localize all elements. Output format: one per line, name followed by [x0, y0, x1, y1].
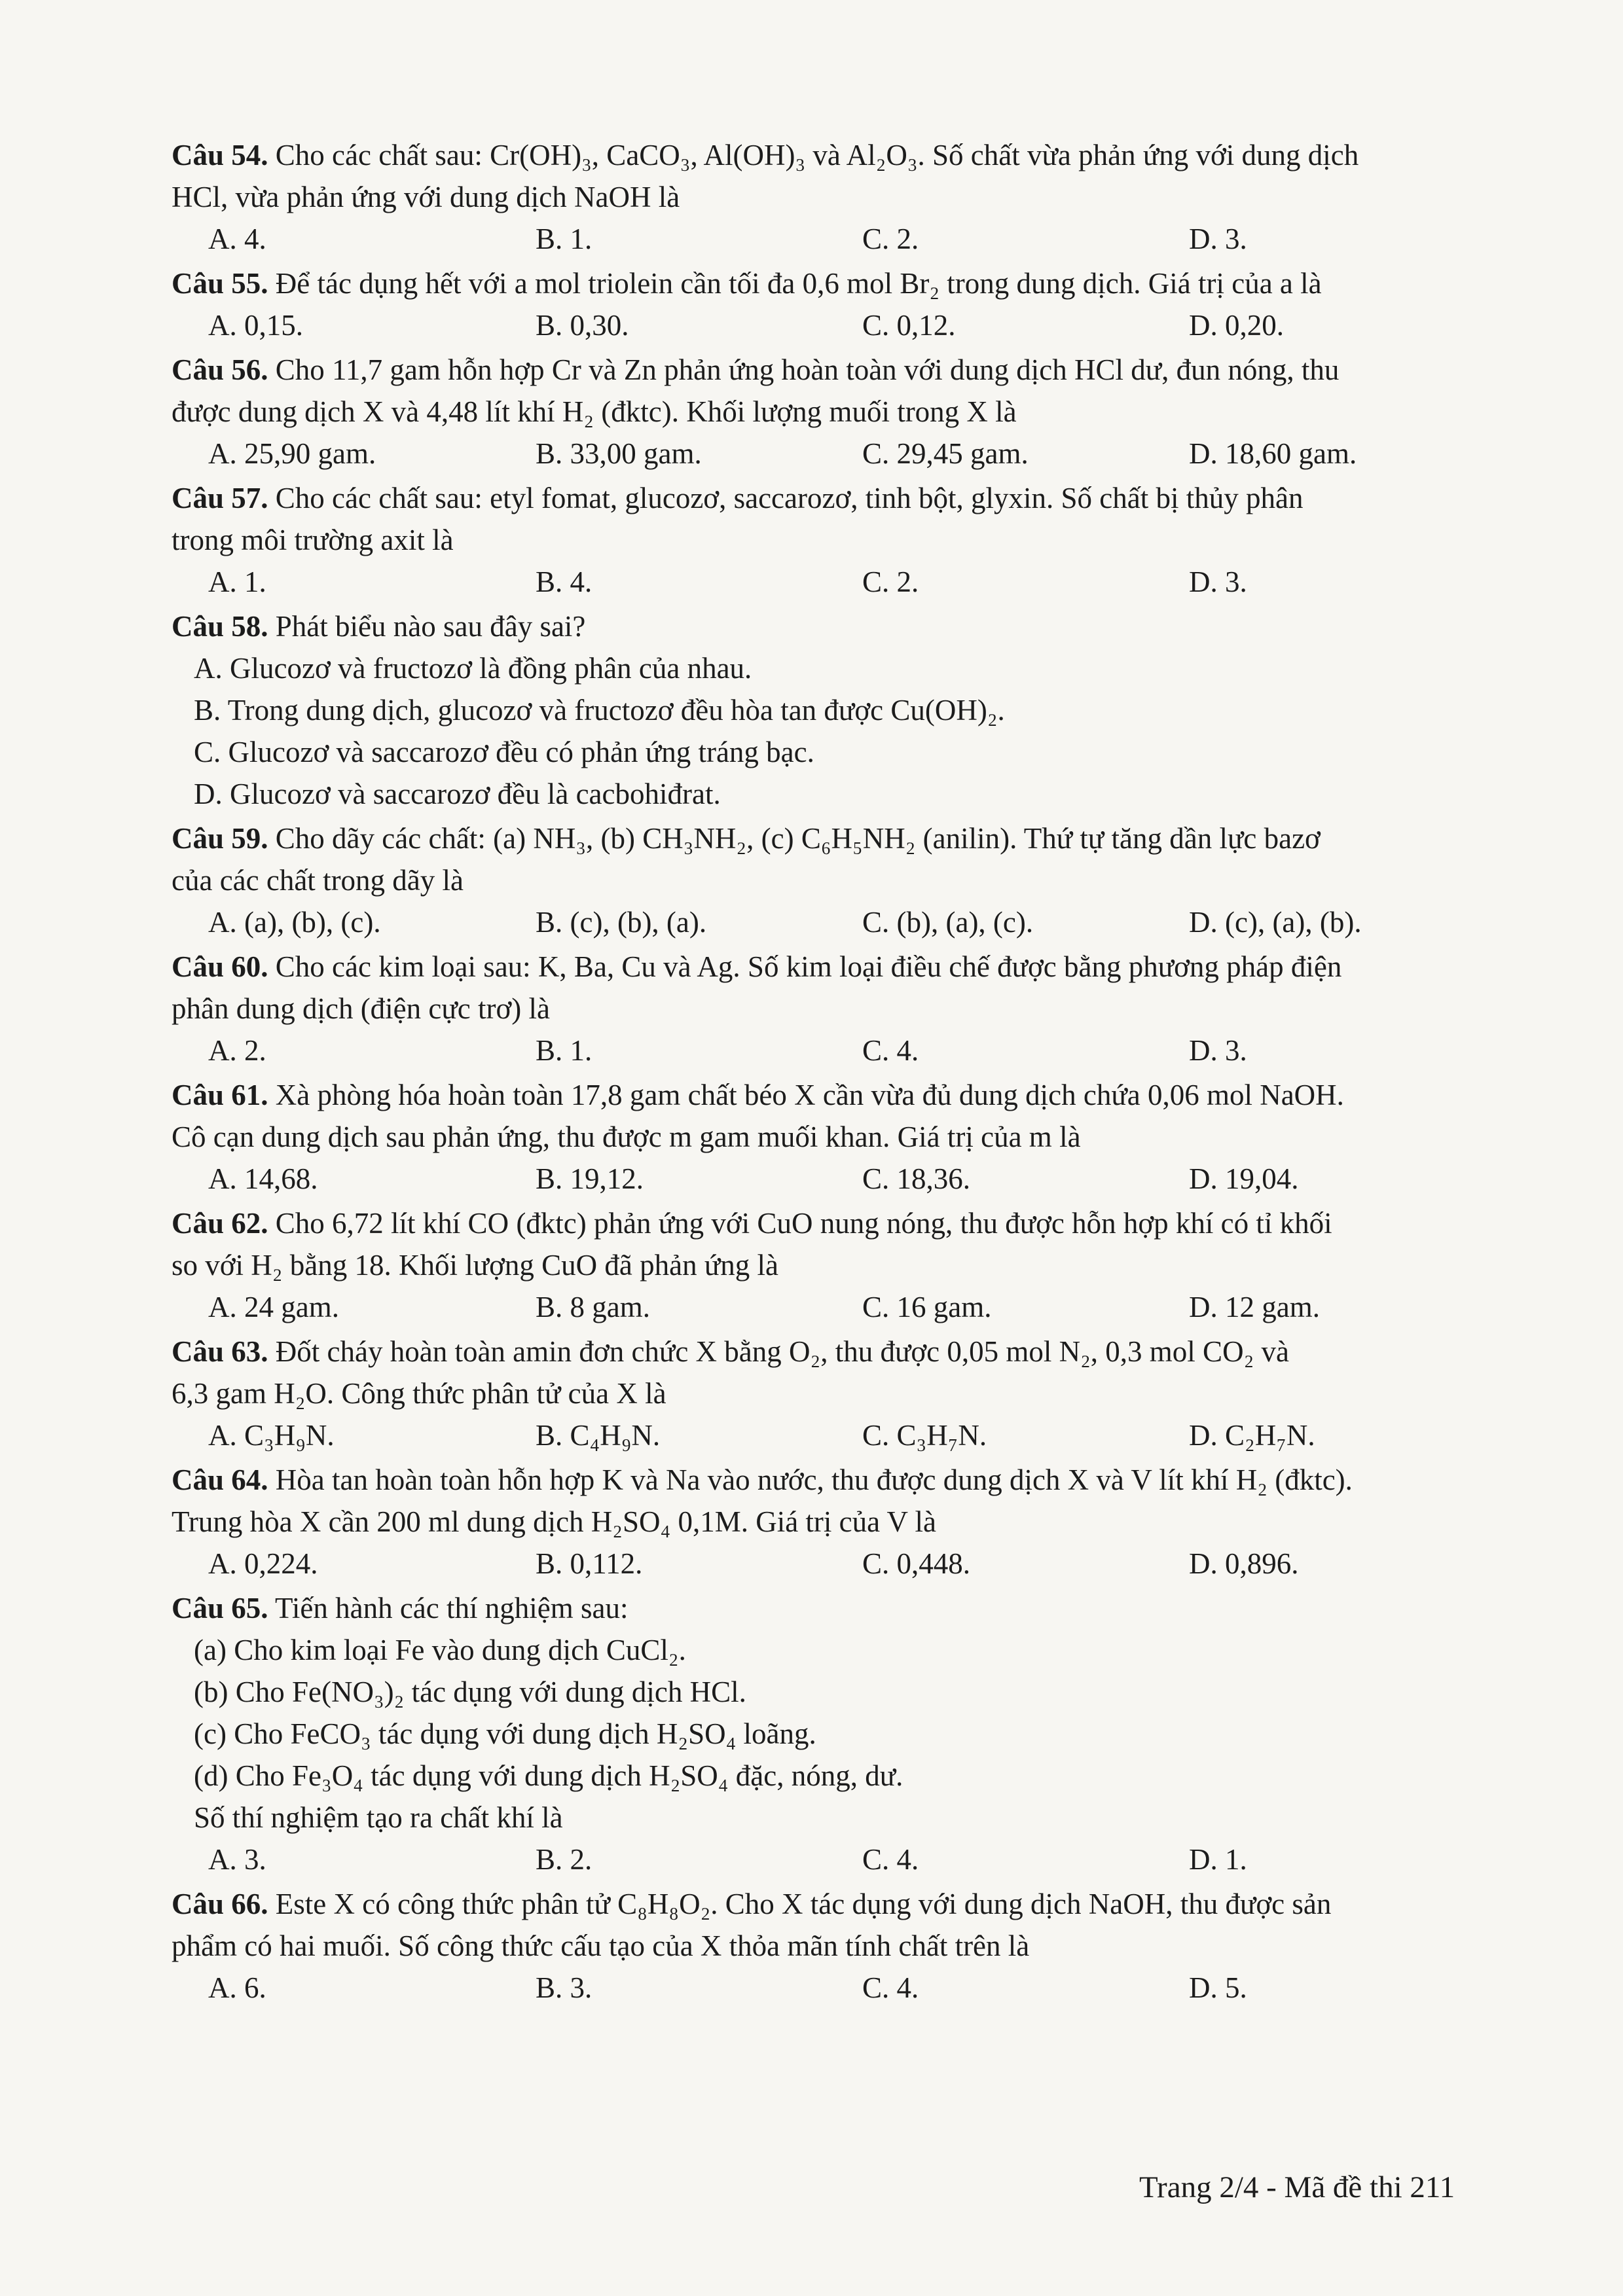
question-prompt — [172, 1797, 1491, 1839]
statement-text: Cho kim loại Fe vào dung dịch CuCl₂. — [234, 1634, 686, 1666]
option-d — [1189, 1158, 1299, 1200]
option-letter: B. — [194, 694, 221, 726]
question-text-line — [172, 1925, 1491, 1967]
option-d — [1189, 561, 1247, 603]
experiment-a — [172, 1629, 1491, 1671]
option-d — [1189, 1414, 1315, 1456]
statement-b — [172, 689, 1491, 731]
question-text-line — [172, 391, 1491, 433]
option-letter: B. — [536, 1843, 563, 1876]
option-letter: A. — [208, 223, 237, 255]
question-text-line — [172, 477, 1491, 519]
question-text-line — [172, 519, 1491, 561]
question-text: phân dung dịch (điện cực trơ) là — [172, 992, 550, 1025]
option-letter: B. — [536, 1419, 563, 1452]
option-text: 1. — [570, 1034, 593, 1067]
option-text: 29,45 gam. — [896, 437, 1029, 470]
option-text: 0,896. — [1225, 1547, 1299, 1580]
question-text: được dung dịch X và 4,48 lít khí H₂ (đktc). Khối lượng muối trong X là — [172, 395, 1017, 428]
option-c — [862, 304, 956, 346]
option-b — [536, 1158, 644, 1200]
option-text: 1. — [244, 565, 266, 598]
option-text: 4. — [896, 1971, 919, 2004]
option-d — [1189, 1286, 1320, 1328]
option-letter: D. — [1189, 223, 1218, 255]
option-letter: C. — [862, 1291, 890, 1323]
question-text: HCl, vừa phản ứng với dung dịch NaOH là — [172, 181, 680, 213]
option-b — [536, 1543, 642, 1585]
question-text: Cho 6,72 lít khí CO (đktc) phản ứng với CuO nung nóng, thu được hỗn hợp khí có tỉ khối — [275, 1207, 1332, 1240]
answer-options — [172, 901, 1491, 943]
option-a — [208, 1286, 339, 1328]
question-text-line — [172, 1501, 1491, 1543]
option-a — [208, 218, 266, 260]
option-text: 0,224. — [244, 1547, 318, 1580]
option-c — [862, 901, 1033, 943]
option-c — [862, 1158, 970, 1200]
option-text: 18,60 gam. — [1225, 437, 1357, 470]
question-label: Câu 63. — [172, 1335, 268, 1368]
option-text: 0,20. — [1225, 309, 1284, 342]
question-text-line — [172, 1244, 1491, 1286]
option-letter: B. — [536, 1162, 563, 1195]
option-letter: C. — [862, 1419, 890, 1452]
question-text: Cho dãy các chất: (a) NH₃, (b) CH₃NH₂, (c) C₆H₅NH₂ (anilin). Thứ tự tăng dần lực bazơ — [275, 822, 1321, 855]
option-letter: B. — [536, 1547, 563, 1580]
question-label: Câu 60. — [172, 950, 268, 983]
question-54 — [172, 134, 1491, 260]
statement-text: Cho Fe₃O₄ tác dụng với dung dịch H₂SO₄ đặc, nóng, dư. — [235, 1759, 903, 1792]
option-text: 19,12. — [570, 1162, 644, 1195]
question-text: Cô cạn dung dịch sau phản ứng, thu được m gam muối khan. Giá trị của m là — [172, 1121, 1081, 1153]
option-text: 6. — [244, 1971, 266, 2004]
option-letter: C. — [862, 223, 890, 255]
option-text: 3. — [1225, 565, 1247, 598]
option-letter: C. — [862, 1547, 890, 1580]
page-footer: Trang 2/4 - Mã đề thi 211 — [1139, 2170, 1455, 2204]
option-letter: D. — [1189, 309, 1218, 342]
question-text-line — [172, 176, 1491, 218]
option-text: 3. — [1225, 1034, 1247, 1067]
question-text: Cho các chất sau: Cr(OH)₃, CaCO₃, Al(OH)₃ và Al₂O₃. Số chất vừa phản ứng với dung dịch — [275, 139, 1359, 171]
option-text: 0,12. — [896, 309, 956, 342]
question-label: Câu 65. — [172, 1592, 268, 1624]
option-c — [862, 1414, 987, 1456]
question-text-line — [172, 262, 1491, 304]
option-c — [862, 1286, 992, 1328]
statement-text: Glucozơ và fructozơ là đồng phân của nhau. — [230, 652, 752, 685]
option-letter: C. — [862, 1162, 890, 1195]
question-text: Este X có công thức phân tử C₈H₈O₂. Cho X tác dụng với dung dịch NaOH, thu được sản — [275, 1888, 1332, 1920]
option-letter: D. — [1189, 1547, 1218, 1580]
question-text: 6,3 gam H₂O. Công thức phân tử của X là — [172, 1377, 666, 1410]
question-text: Trung hòa X cần 200 ml dung dịch H₂SO₄ 0,1M. Giá trị của V là — [172, 1505, 936, 1538]
option-d — [1189, 901, 1362, 943]
experiment-d — [172, 1755, 1491, 1797]
statement-a — [172, 647, 1491, 689]
option-text: 4. — [896, 1034, 919, 1067]
option-a — [208, 1414, 335, 1456]
option-text: 0,30. — [570, 309, 629, 342]
option-b — [536, 1967, 592, 2009]
option-text: 2. — [896, 565, 919, 598]
option-b — [536, 1286, 650, 1328]
question-label: Câu 57. — [172, 482, 268, 514]
question-text-line — [172, 1074, 1491, 1116]
question-58 — [172, 605, 1491, 815]
option-letter: A. — [208, 1034, 237, 1067]
statement-text: Cho Fe(NO₃)₂ tác dụng với dung dịch HCl. — [235, 1676, 746, 1708]
question-label: Câu 62. — [172, 1207, 268, 1240]
option-a — [208, 1158, 318, 1200]
option-a — [208, 1543, 318, 1585]
option-c — [862, 218, 919, 260]
option-text: 4. — [244, 223, 266, 255]
option-letter: A. — [208, 1547, 237, 1580]
question-text: Cho 11,7 gam hỗn hợp Cr và Zn phản ứng hoàn toàn với dung dịch HCl dư, đun nóng, thu — [275, 353, 1340, 386]
option-letter: C. — [862, 1034, 890, 1067]
answer-options — [172, 433, 1491, 475]
option-c — [862, 561, 919, 603]
option-text: 24 gam. — [244, 1291, 339, 1323]
exam-page — [172, 134, 1491, 2009]
option-a — [208, 433, 376, 475]
option-text: 2. — [570, 1843, 593, 1876]
option-letter: D. — [1189, 565, 1218, 598]
option-text: 8 gam. — [570, 1291, 650, 1323]
option-letter: B. — [536, 565, 563, 598]
option-text: 19,04. — [1225, 1162, 1299, 1195]
option-a — [208, 561, 266, 603]
question-text: Hòa tan hoàn toàn hỗn hợp K và Na vào nước, thu được dung dịch X và V lít khí H₂ (đktc). — [275, 1463, 1353, 1496]
question-59 — [172, 817, 1491, 943]
option-letter: D. — [194, 778, 223, 810]
option-a — [208, 1030, 266, 1071]
question-label: Câu 66. — [172, 1888, 268, 1920]
option-text: 12 gam. — [1225, 1291, 1320, 1323]
option-letter: A. — [208, 1971, 237, 2004]
option-letter: A. — [208, 906, 237, 939]
option-letter: B. — [536, 437, 563, 470]
question-label: Câu 64. — [172, 1463, 268, 1496]
option-d — [1189, 1030, 1247, 1071]
option-letter: B. — [536, 906, 563, 939]
option-text: 18,36. — [896, 1162, 971, 1195]
option-text: 0,112. — [570, 1547, 643, 1580]
option-c — [862, 1839, 919, 1880]
option-letter: B. — [536, 1291, 563, 1323]
statement-c — [172, 731, 1491, 773]
option-text: C₂H₇N. — [1225, 1419, 1315, 1452]
option-letter: A. — [208, 309, 237, 342]
question-text-line — [172, 1202, 1491, 1244]
question-label: Câu 56. — [172, 353, 268, 386]
question-text-line — [172, 817, 1491, 859]
option-text: 5. — [1225, 1971, 1247, 2004]
question-60 — [172, 946, 1491, 1071]
answer-options — [172, 304, 1491, 346]
option-letter: C. — [862, 437, 890, 470]
option-text: 14,68. — [244, 1162, 318, 1195]
question-label: Câu 55. — [172, 267, 268, 300]
option-letter: C. — [862, 1971, 890, 2004]
option-c — [862, 1543, 970, 1585]
option-text: 2. — [244, 1034, 266, 1067]
question-65 — [172, 1587, 1491, 1880]
option-b — [536, 1839, 592, 1880]
option-b — [536, 433, 702, 475]
question-text-line — [172, 859, 1491, 901]
option-b — [536, 901, 706, 943]
question-66 — [172, 1883, 1491, 2009]
question-57 — [172, 477, 1491, 603]
question-text: Cho các chất sau: etyl fomat, glucozơ, saccarozơ, tinh bột, glyxin. Số chất bị thủy phân — [275, 482, 1304, 514]
option-text: 0,15. — [244, 309, 303, 342]
option-text: (a), (b), (c). — [244, 906, 381, 939]
question-text-line — [172, 1331, 1491, 1372]
question-label: Câu 59. — [172, 822, 268, 855]
question-text: trong môi trường axit là — [172, 524, 454, 556]
option-text: 1. — [1225, 1843, 1247, 1876]
option-letter: A. — [208, 1162, 237, 1195]
question-63 — [172, 1331, 1491, 1456]
question-text: Tiến hành các thí nghiệm sau: — [274, 1592, 629, 1624]
answer-options — [172, 1414, 1491, 1456]
question-text-line — [172, 134, 1491, 176]
question-56 — [172, 349, 1491, 475]
option-d — [1189, 1543, 1299, 1585]
statement-marker: (c) — [194, 1717, 227, 1750]
option-letter: D. — [1189, 1843, 1218, 1876]
option-letter: D. — [1189, 906, 1218, 939]
question-64 — [172, 1459, 1491, 1585]
option-d — [1189, 1839, 1247, 1880]
experiment-b — [172, 1671, 1491, 1713]
statement-marker: (b) — [194, 1676, 228, 1708]
question-text-line — [172, 1459, 1491, 1501]
option-c — [862, 1030, 919, 1071]
option-letter: C. — [862, 565, 890, 598]
answer-options — [172, 1158, 1491, 1200]
option-b — [536, 1414, 660, 1456]
answer-options — [172, 1286, 1491, 1328]
option-text: (b), (a), (c). — [896, 906, 1034, 939]
answer-options — [172, 561, 1491, 603]
option-letter: C. — [862, 309, 890, 342]
question-text: Cho các kim loại sau: K, Ba, Cu và Ag. Số kim loại điều chế được bằng phương pháp điện — [275, 950, 1342, 983]
option-a — [208, 304, 303, 346]
option-text: 3. — [570, 1971, 593, 2004]
option-b — [536, 304, 629, 346]
option-text: 4. — [896, 1843, 919, 1876]
option-letter: A. — [194, 652, 223, 685]
option-text: 3. — [1225, 223, 1247, 255]
option-letter: A. — [208, 1291, 237, 1323]
option-text: 33,00 gam. — [570, 437, 702, 470]
answer-options — [172, 218, 1491, 260]
option-a — [208, 1967, 266, 2009]
option-d — [1189, 304, 1284, 346]
statement-text: Trong dung dịch, glucozơ và fructozơ đều hòa tan được Cu(OH)₂. — [227, 694, 1005, 726]
option-letter: C. — [862, 906, 890, 939]
option-letter: A. — [208, 565, 237, 598]
option-text: 2. — [896, 223, 919, 255]
answer-options — [172, 1839, 1491, 1880]
question-text: Để tác dụng hết với a mol triolein cần tối đa 0,6 mol Br₂ trong dung dịch. Giá trị của a là — [275, 267, 1322, 300]
option-text: 1. — [570, 223, 593, 255]
option-text: 0,448. — [896, 1547, 971, 1580]
option-letter: B. — [536, 223, 563, 255]
option-c — [862, 1967, 919, 2009]
question-text: của các chất trong dãy là — [172, 864, 464, 897]
option-a — [208, 901, 381, 943]
question-text-line — [172, 1372, 1491, 1414]
option-d — [1189, 433, 1357, 475]
statement-text: Số thí nghiệm tạo ra chất khí là — [194, 1801, 563, 1834]
question-62 — [172, 1202, 1491, 1328]
option-b — [536, 1030, 592, 1071]
statement-text: Cho FeCO₃ tác dụng với dung dịch H₂SO₄ loãng. — [234, 1717, 816, 1750]
option-text: 4. — [570, 565, 593, 598]
statement-d — [172, 773, 1491, 815]
answer-options — [172, 1543, 1491, 1585]
option-text: C₃H₉N. — [244, 1419, 335, 1452]
question-text-line — [172, 1883, 1491, 1925]
statement-text: Glucozơ và saccarozơ đều có phản ứng tráng bạc. — [228, 736, 814, 768]
question-text: Đốt cháy hoàn toàn amin đơn chức X bằng O₂, thu được 0,05 mol N₂, 0,3 mol CO₂ và — [275, 1335, 1289, 1368]
option-letter: D. — [1189, 1162, 1218, 1195]
statement-text: Glucozơ và saccarozơ đều là cacbohiđrat. — [230, 778, 721, 810]
option-a — [208, 1839, 266, 1880]
option-text: (c), (a), (b). — [1225, 906, 1362, 939]
question-text-line — [172, 946, 1491, 988]
option-b — [536, 218, 592, 260]
option-letter: A. — [208, 437, 237, 470]
option-text: 3. — [244, 1843, 266, 1876]
option-text: 16 gam. — [896, 1291, 992, 1323]
option-letter: A. — [208, 1419, 237, 1452]
question-text-line — [172, 605, 1491, 647]
option-d — [1189, 218, 1247, 260]
question-text: Phát biểu nào sau đây sai? — [275, 610, 586, 643]
option-d — [1189, 1967, 1247, 2009]
option-letter: D. — [1189, 1034, 1218, 1067]
option-b — [536, 561, 592, 603]
option-letter: A. — [208, 1843, 237, 1876]
option-letter: D. — [1189, 1419, 1218, 1452]
question-text: Xà phòng hóa hoàn toàn 17,8 gam chất béo X cần vừa đủ dung dịch chứa 0,06 mol NaOH. — [275, 1079, 1344, 1111]
option-letter: C. — [194, 736, 221, 768]
question-label: Câu 54. — [172, 139, 268, 171]
question-text: phẩm có hai muối. Số công thức cấu tạo của X thỏa mãn tính chất trên là — [172, 1929, 1030, 1962]
option-text: C₄H₉N. — [570, 1419, 661, 1452]
option-letter: B. — [536, 309, 563, 342]
question-55 — [172, 262, 1491, 346]
question-text-line — [172, 1587, 1491, 1629]
question-text-line — [172, 349, 1491, 391]
answer-options — [172, 1030, 1491, 1071]
experiment-c — [172, 1713, 1491, 1755]
question-text-line — [172, 1116, 1491, 1158]
question-61 — [172, 1074, 1491, 1200]
question-label: Câu 58. — [172, 610, 268, 643]
option-letter: B. — [536, 1971, 563, 2004]
option-letter: D. — [1189, 1291, 1218, 1323]
question-label: Câu 61. — [172, 1079, 268, 1111]
option-letter: D. — [1189, 437, 1218, 470]
answer-options — [172, 1967, 1491, 2009]
question-text: so với H₂ bằng 18. Khối lượng CuO đã phản ứng là — [172, 1249, 778, 1282]
option-letter: C. — [862, 1843, 890, 1876]
statement-marker: (a) — [194, 1634, 227, 1666]
question-text-line — [172, 988, 1491, 1030]
option-text: 25,90 gam. — [244, 437, 376, 470]
option-letter: B. — [536, 1034, 563, 1067]
option-text: C₃H₇N. — [896, 1419, 987, 1452]
option-letter: D. — [1189, 1971, 1218, 2004]
statement-marker: (d) — [194, 1759, 228, 1792]
option-text: (c), (b), (a). — [570, 906, 707, 939]
option-c — [862, 433, 1029, 475]
